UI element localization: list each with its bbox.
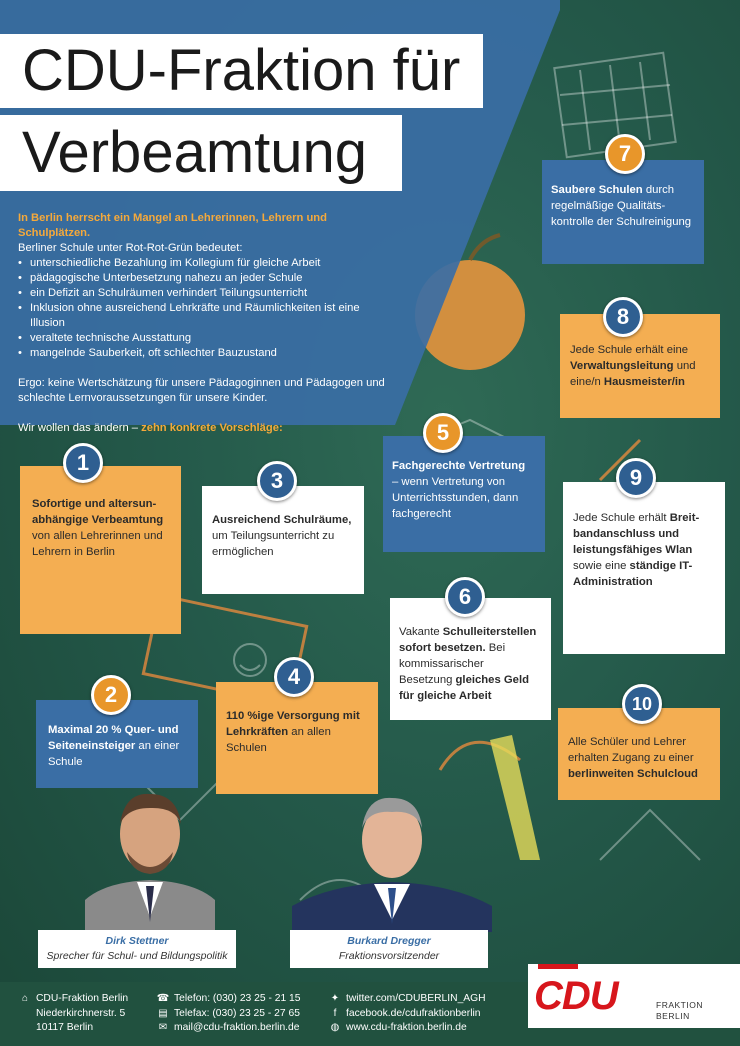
intro-bullets [18,256,388,361]
portrait-dirk-stettner [85,782,215,932]
proposal-number-7: 7 [605,134,645,174]
title-line-2: Verbeamtung [0,115,402,191]
fax-icon: ▤ [158,1007,168,1019]
proposal-card-4: 110 %ige Versorgung mit Lehrkräften an allen Schulen [216,682,378,794]
logo-subtitle: FRAKTION BERLIN [656,1000,703,1021]
logo-word: CDU [534,974,618,1018]
proposal-card-7: Saubere Schulen durch regelmäßige Qualitäts-kontrolle der Schulreinigung [542,160,704,264]
mail-link[interactable]: mail@cdu-fraktion.berlin.de [174,1022,300,1033]
list-item: • ein Defizit an Schulräumen verhindert Teilungsunterricht [18,286,388,301]
intro-lead: Berliner Schule unter Rot-Rot-Grün bedeutet: [18,242,243,254]
list-item: • veraltete technische Ausstattung [18,331,388,346]
person-role: Sprecher für Schul- und Bildungspolitik [46,950,228,962]
footer-social [328,992,486,1036]
proposal-number-10: 10 [622,684,662,724]
proposal-card-6: Vakante Schulleiterstellen sofort besetzen. Bei kommissarischer Besetzung gleiches Geld für gleiche Arbeit [390,598,551,720]
proposal-number-3: 3 [257,461,297,501]
proposal-card-8: Jede Schule erhält eine Verwaltungsleitung und eine/n Hausmeister/in [560,314,720,418]
intro-text [18,211,388,436]
list-item: • mangelnde Sauberkeit, oft schlechter Bauzustand [18,346,388,361]
list-item: • unterschiedliche Bezahlung im Kollegium für gleiche Arbeit [18,256,388,271]
proposal-number-9: 9 [616,458,656,498]
proposal-number-8: 8 [603,297,643,337]
facebook-icon: f [333,1007,337,1019]
list-item: • Inklusion ohne ausreichend Lehrkräfte und Räumlichkeiten ist eine Illusion [18,301,388,331]
mail-icon: ✉ [158,1022,168,1033]
footer-address: ⌂ CDU-Fraktion Berlin Niederkirchnerstr. 5 10117 Berlin [18,992,128,1036]
intro-headline: In Berlin herrscht ein Mangel an Lehrerinnen, Lehrern und Schulplätzen. [18,212,327,239]
proposal-number-2: 2 [91,675,131,715]
globe-icon: ◍ [330,1022,340,1033]
proposal-number-5: 5 [423,413,463,453]
title-line-1: CDU-Fraktion für [0,34,483,108]
proposal-card-9: Jede Schule erhält Breit-bandanschluss und leistungsfähiges Wlan sowie eine ständige IT-Administration [563,482,725,654]
twitter-icon: ✦ [330,993,340,1004]
proposal-card-2: Maximal 20 % Quer- und Seiteneinsteiger an einer Schule [36,700,198,788]
facebook-link[interactable]: facebook.de/cdufraktionberlin [346,1007,481,1019]
proposal-card-1: Sofortige und altersun-abhängige Verbeamtung von allen Lehrerinnen und Lehrern in Berlin [20,466,181,634]
intro-change: Wir wollen das ändern – zehn konkrete Vorschläge: [18,422,283,434]
person-role: Fraktionsvorsitzender [338,950,440,962]
phone-icon: ☎ [156,993,170,1004]
list-item: • pädagogische Unterbesetzung nahezu an jeder Schule [18,271,388,286]
person-name: Dirk Stettner [105,935,169,947]
proposal-card-3: Ausreichend Schulräume, um Teilungsunterricht zu ermöglichen [202,486,364,594]
footer-contact: ☎ Telefon: (030) 23 25 - 21 15 ▤ Telefax: (030) 23 25 - 27 65 ✉ mail@cdu-fraktion.berlin.de [156,992,301,1036]
person-name: Burkard Dregger [347,935,431,947]
person-card-dregger [290,930,488,968]
home-icon: ⌂ [21,993,29,1004]
person-card-stettner [38,930,236,968]
proposal-number-1: 1 [63,443,103,483]
proposal-number-4: 4 [274,657,314,697]
portrait-burkard-dregger [292,788,492,932]
proposal-card-5: Fachgerechte Vertretung – wenn Vertretung von Unterrichtsstunden, dann fachgerecht [383,436,545,552]
proposal-number-6: 6 [445,577,485,617]
website-link[interactable]: www.cdu-fraktion.berlin.de [346,1022,467,1033]
intro-ergo: Ergo: keine Wertschätzung für unsere Pädagoginnen und Pädagogen und schlechte Lernvoraussetzungen für unsere Kinder. [18,377,385,404]
logo-bar [538,964,578,969]
cdu-logo [528,964,740,1028]
proposal-card-10: Alle Schüler und Lehrer erhalten Zugang zu einer berlinweiten Schulcloud [558,708,720,800]
twitter-link[interactable]: twitter.com/CDUBERLIN_AGH [346,993,486,1004]
